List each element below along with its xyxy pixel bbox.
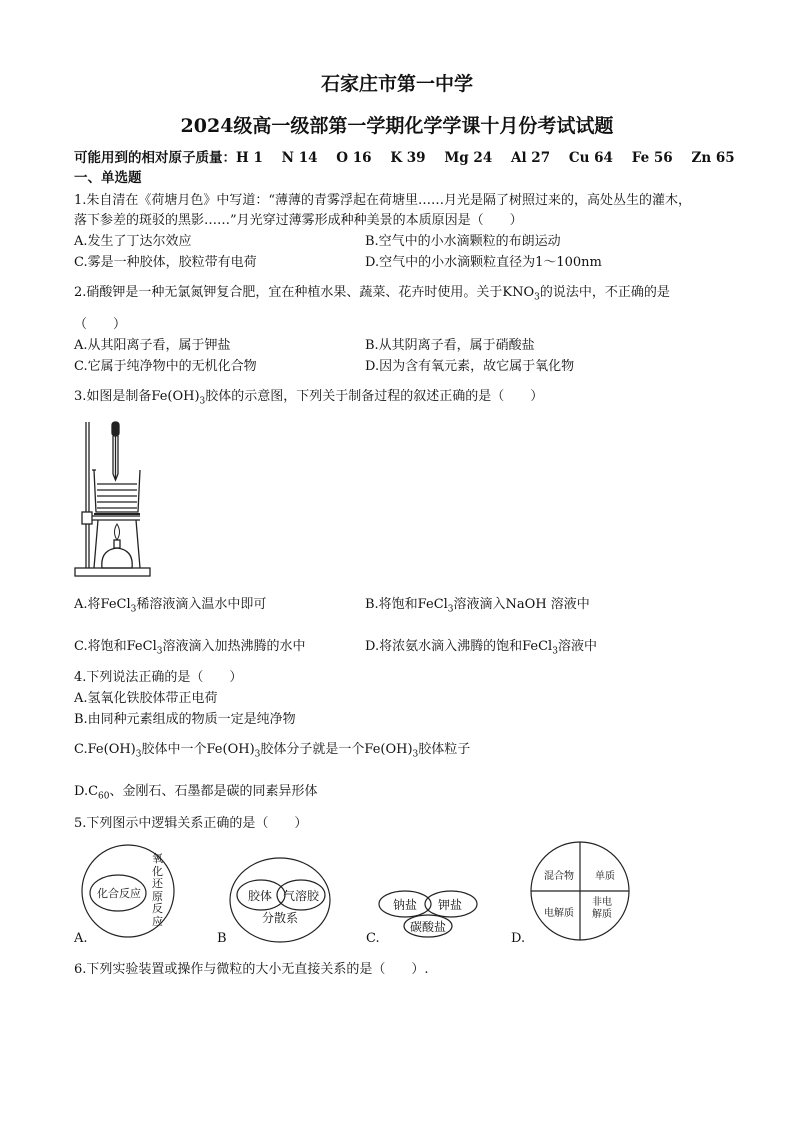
- q5-b-outer-label: 分散系: [262, 911, 299, 925]
- q3-stem: 3.如图是制备$Fe(OH)_3$胶体的示意图，下列关于制备过程的叙述正确的是（ ）: [74, 389, 544, 407]
- q5-label-b: B: [217, 931, 227, 946]
- q2-option-d: D.因为含有氧元素，故它属于氧化物: [365, 359, 575, 374]
- q5-c-bottom-label: 碳酸盐: [410, 920, 447, 934]
- q4-option-b: B.由同种元素组成的物质一定是纯净物: [74, 712, 296, 727]
- q3-option-a: A.将FeCl$_3$稀溶液滴入温水中即可: [74, 597, 267, 615]
- q1-stem-line1: 1.朱自清在《荷塘月色》中写道：“薄薄的青雾浮起在荷塘里……月光是隔了树照过来的，高处丛生的灌木，: [74, 193, 692, 208]
- q3-option-d: D.将浓氨水滴入沸腾的饱和FeCl$_3$溶液中: [365, 639, 597, 657]
- q3-option-b: B.将饱和FeCl$_3$溶液滴入NaOH 溶液中: [365, 597, 590, 615]
- q5-stem: 5.下列图示中逻辑关系正确的是（ ）: [74, 816, 308, 831]
- q1-option-b: B.空气中的小水滴颗粒的布朗运动: [365, 234, 561, 249]
- q4-option-d: $D.C_{60}$、金刚石、石墨都是碳的同素异形体: [74, 784, 318, 802]
- q2-stem: 2.硝酸钾是一种无氯氮钾复合肥，宜在种植水果、蔬菜、花卉时使用。关于$KNO_3$的说法中，不正确的是: [74, 285, 670, 303]
- q4-option-c: $C.Fe(OH)_3$胶体中一个$Fe(OH)_3$胶体分子就是一个$Fe(OH)_3$胶体粒子: [74, 742, 471, 760]
- q1-option-c: C.雾是一种胶体，胶粒带有电荷: [74, 255, 257, 270]
- colloid-apparatus-figure: [72, 418, 162, 580]
- q1-option-d: D.空气中的小水滴颗粒直径为1～100nm: [365, 255, 602, 270]
- q2-option-a: A.从其阳离子看，属于钾盐: [74, 338, 231, 353]
- school-name: 石家庄市第一中学: [320, 73, 473, 95]
- atomic-masses: 可能用到的相对原子质量：H 1 N 14 O 16 K 39 Mg 24 Al 27 Cu 64 Fe 56 Zn 65: [74, 150, 735, 166]
- q5-label-c: C.: [366, 931, 380, 946]
- q5-b-left-label: 胶体: [248, 889, 273, 903]
- q1-option-a: A.发生了丁达尔效应: [74, 234, 192, 249]
- q5-c-left-label: 钠盐: [393, 898, 418, 912]
- q5-diagram-d: [529, 840, 631, 942]
- q5-c-right-label: 钾盐: [438, 898, 463, 912]
- q5-label-a: A.: [74, 931, 88, 946]
- q2-option-c: C.它属于纯净物中的无机化合物: [74, 359, 257, 374]
- q1-stem-line2: 落下参差的斑驳的黑影……”月光穿过薄雾形成种种美景的本质原因是（ ）: [74, 213, 523, 228]
- exam-title: 2024级高一级部第一学期化学学课十月份考试试题: [180, 115, 614, 137]
- q6-stem: 6.下列实验装置或操作与微粒的大小无直接关系的是（ ）.: [74, 962, 429, 977]
- q5-a-inner-label: 化合反应: [97, 887, 141, 900]
- q5-a-outer-label: 氧 化 还 原 反 应: [152, 852, 163, 928]
- q4-stem: 4.下列说法正确的是（ ）: [74, 670, 243, 685]
- section-heading: 一、单选题: [74, 170, 142, 186]
- q5-d-q4-label: 非电 解质: [592, 897, 612, 920]
- q3-option-c: C.将饱和FeCl$_3$溶液滴入加热沸腾的水中: [74, 639, 306, 657]
- q4-option-a: A.氢氧化铁胶体带正电荷: [74, 691, 218, 706]
- q2-paren: （ ）: [74, 317, 127, 332]
- q5-d-q3-label: 电解质: [544, 908, 574, 919]
- q2-option-b: B.从其阴离子看，属于硝酸盐: [365, 338, 535, 353]
- q5-d-q1-label: 混合物: [544, 871, 574, 882]
- q5-b-right-label: 气溶胶: [283, 889, 320, 903]
- q5-label-d: D.: [511, 931, 526, 946]
- q5-d-q2-label: 单质: [595, 871, 615, 882]
